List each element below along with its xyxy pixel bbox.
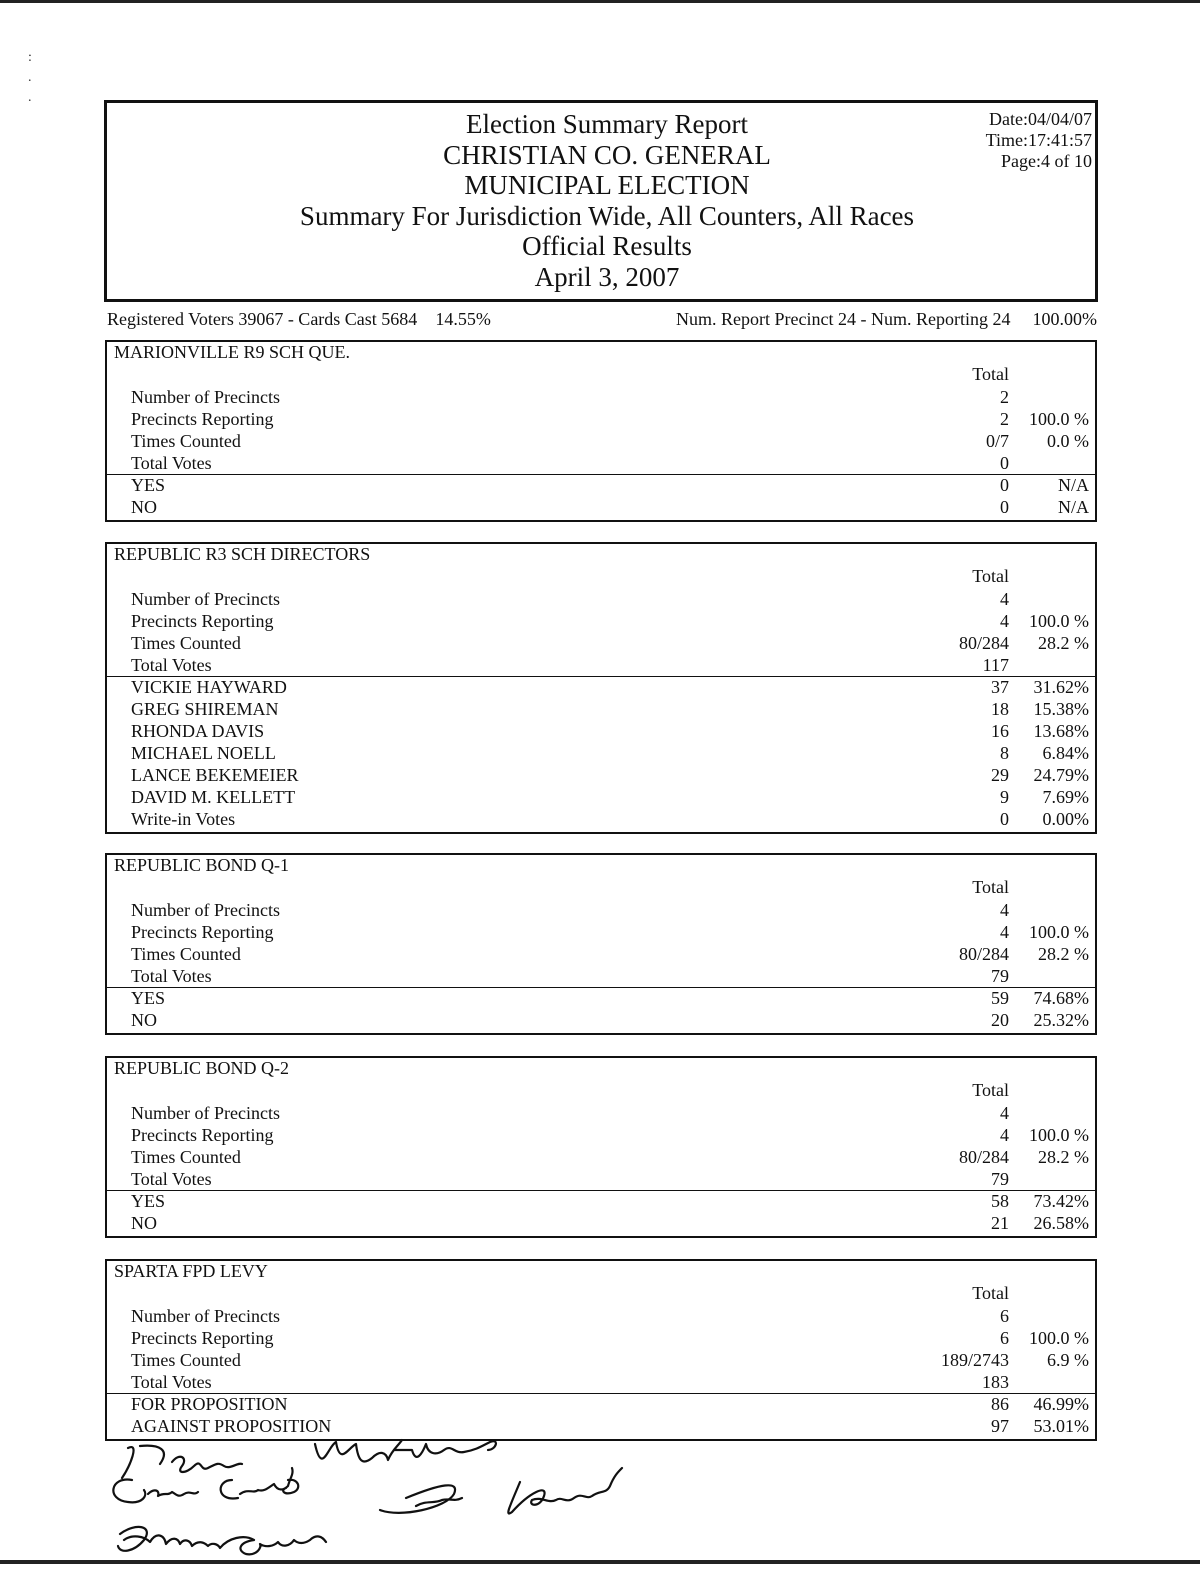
stat-row	[107, 408, 1095, 430]
total-column-header: Total	[972, 1283, 1009, 1303]
row-percent: 0.0 %	[1047, 431, 1089, 451]
row-total: 16	[991, 721, 1009, 741]
race-block	[105, 853, 1097, 1035]
row-total: 0	[1000, 475, 1009, 495]
choice-row	[107, 1190, 1095, 1212]
report-title: Election Summary Report	[466, 109, 748, 139]
row-percent: 15.38%	[1033, 699, 1089, 719]
row-label: DAVID M. KELLETT	[131, 787, 296, 807]
row-percent: 6.9 %	[1047, 1350, 1089, 1370]
row-total: 6	[1000, 1306, 1009, 1326]
stat-row	[107, 1327, 1095, 1349]
stat-row	[107, 1305, 1095, 1327]
row-percent: 28.2 %	[1038, 633, 1089, 653]
stat-row	[107, 943, 1095, 965]
row-label: NO	[131, 497, 157, 517]
row-percent: N/A	[1058, 475, 1089, 495]
row-label: Precincts Reporting	[131, 922, 274, 942]
report-date: Date:04/04/07	[989, 109, 1092, 129]
race-block	[105, 542, 1097, 834]
row-total: 37	[991, 677, 1009, 697]
row-percent: 31.62%	[1033, 677, 1089, 697]
total-column-header: Total	[972, 566, 1009, 586]
report-header	[104, 100, 1098, 302]
turnout-pct: 14.55%	[435, 309, 491, 329]
row-percent: 13.68%	[1033, 721, 1089, 741]
row-total: 0	[1000, 497, 1009, 517]
stat-row	[107, 654, 1095, 676]
choice-row	[107, 474, 1095, 496]
turnout-left	[107, 309, 491, 330]
row-label: RHONDA DAVIS	[131, 721, 265, 741]
turnout-right	[676, 309, 1097, 330]
row-label: Times Counted	[131, 944, 241, 964]
row-percent: N/A	[1058, 497, 1089, 517]
scan-specks: : . .	[28, 50, 32, 105]
row-label: NO	[131, 1010, 157, 1030]
row-label: Number of Precincts	[131, 387, 280, 407]
row-label: Number of Precincts	[131, 1103, 280, 1123]
row-label: FOR PROPOSITION	[131, 1394, 288, 1414]
row-label: Total Votes	[131, 966, 212, 986]
row-percent: 24.79%	[1033, 765, 1089, 785]
race-title: REPUBLIC BOND Q-1	[114, 855, 290, 875]
report-time: Time:17:41:57	[985, 130, 1092, 150]
stat-row	[107, 1371, 1095, 1393]
report-election-date: April 3, 2007	[534, 261, 680, 292]
race-title: MARIONVILLE R9 SCH QUE.	[114, 342, 350, 362]
race-block	[105, 1259, 1097, 1441]
row-total: 59	[991, 988, 1009, 1008]
row-total: 80/284	[958, 1147, 1009, 1167]
row-percent: 100.0 %	[1029, 1328, 1089, 1348]
choice-row	[107, 720, 1095, 742]
choice-row	[107, 1415, 1095, 1437]
precincts-reporting-summary: Num. Report Precinct 24 - Num. Reporting 24	[676, 309, 1011, 329]
row-total: 86	[991, 1394, 1009, 1414]
row-total: 58	[991, 1191, 1009, 1211]
signatures	[100, 1436, 700, 1561]
row-total: 6	[1000, 1328, 1009, 1348]
choice-row	[107, 496, 1095, 518]
row-percent: 25.32%	[1033, 1010, 1089, 1030]
race-block	[105, 1056, 1097, 1238]
race-title: REPUBLIC R3 SCH DIRECTORS	[114, 544, 371, 564]
choice-row	[107, 764, 1095, 786]
row-total: 2	[1000, 387, 1009, 407]
report-meta	[986, 109, 1092, 172]
report-status: Official Results	[522, 231, 692, 261]
stat-row	[107, 1146, 1095, 1168]
row-total: 4	[1000, 1125, 1009, 1145]
row-total: 29	[991, 765, 1009, 785]
stat-row	[107, 610, 1095, 632]
row-total: 9	[1000, 787, 1009, 807]
row-label: Write-in Votes	[131, 809, 236, 829]
row-label: Precincts Reporting	[131, 1125, 274, 1145]
row-label: Times Counted	[131, 1350, 241, 1370]
row-label: YES	[131, 988, 166, 1008]
row-label: Times Counted	[131, 431, 241, 451]
stat-row	[107, 965, 1095, 987]
row-percent: 7.69%	[1042, 787, 1089, 807]
handwritten-signatures	[100, 1436, 700, 1561]
top-edge-rule	[0, 0, 1200, 3]
stat-row	[107, 588, 1095, 610]
row-percent: 53.01%	[1033, 1416, 1089, 1436]
report-scope: Summary For Jurisdiction Wide, All Counters, All Races	[299, 200, 915, 231]
row-label: Precincts Reporting	[131, 611, 274, 631]
turnout-summary	[107, 309, 1097, 333]
race-block	[105, 340, 1097, 522]
row-total: 4	[1000, 900, 1009, 920]
report-county: CHRISTIAN CO. GENERAL	[443, 139, 771, 170]
choice-row	[107, 808, 1095, 830]
row-total: 117	[982, 655, 1009, 675]
race-title: REPUBLIC BOND Q-2	[114, 1058, 290, 1078]
row-total: 4	[1000, 589, 1009, 609]
choice-row	[107, 742, 1095, 764]
row-label: AGAINST PROPOSITION	[131, 1416, 332, 1436]
stat-row	[107, 1124, 1095, 1146]
row-total: 80/284	[958, 944, 1009, 964]
total-column-header: Total	[972, 1080, 1009, 1100]
row-label: Total Votes	[131, 655, 212, 675]
choice-row	[107, 698, 1095, 720]
row-label: Precincts Reporting	[131, 409, 274, 429]
row-percent: 0.00%	[1042, 809, 1089, 829]
total-column-header: Total	[972, 364, 1009, 384]
row-label: GREG SHIREMAN	[131, 699, 279, 719]
row-total: 183	[982, 1372, 1009, 1392]
report-title-block	[107, 109, 1107, 292]
report-election: MUNICIPAL ELECTION	[464, 170, 750, 200]
row-label: LANCE BEKEMEIER	[131, 765, 299, 785]
row-total: 0/7	[985, 431, 1009, 451]
row-percent: 73.42%	[1033, 1191, 1089, 1211]
row-percent: 26.58%	[1033, 1213, 1089, 1233]
row-label: Precincts Reporting	[131, 1328, 274, 1348]
stat-row	[107, 1102, 1095, 1124]
stat-row	[107, 1349, 1095, 1371]
row-percent: 100.0 %	[1029, 922, 1089, 942]
row-total: 79	[991, 1169, 1009, 1189]
stat-row	[107, 430, 1095, 452]
stat-row	[107, 386, 1095, 408]
reporting-pct: 100.00%	[1032, 309, 1097, 329]
stat-row	[107, 452, 1095, 474]
row-label: NO	[131, 1213, 157, 1233]
row-label: Total Votes	[131, 1169, 212, 1189]
row-label: YES	[131, 475, 166, 495]
row-total: 0	[1000, 809, 1009, 829]
row-total: 18	[991, 699, 1009, 719]
bottom-edge-rule	[0, 1560, 1200, 1564]
row-label: YES	[131, 1191, 166, 1211]
row-label: MICHAEL NOELL	[131, 743, 276, 763]
row-total: 189/2743	[940, 1350, 1009, 1370]
choice-row	[107, 1393, 1095, 1415]
row-percent: 100.0 %	[1029, 1125, 1089, 1145]
choice-row	[107, 786, 1095, 808]
row-total: 8	[1000, 743, 1009, 763]
row-total: 97	[991, 1416, 1009, 1436]
stat-row	[107, 899, 1095, 921]
choice-row	[107, 987, 1095, 1009]
voters-cards: Registered Voters 39067 - Cards Cast 5684	[107, 309, 418, 329]
row-total: 79	[991, 966, 1009, 986]
choice-row	[107, 1212, 1095, 1234]
report-page: Page:4 of 10	[1001, 151, 1092, 171]
row-total: 20	[991, 1010, 1009, 1030]
row-label: Total Votes	[131, 453, 212, 473]
race-title: SPARTA FPD LEVY	[114, 1261, 268, 1281]
row-percent: 28.2 %	[1038, 1147, 1089, 1167]
row-label: Number of Precincts	[131, 1306, 280, 1326]
row-total: 4	[1000, 1103, 1009, 1123]
row-label: Total Votes	[131, 1372, 212, 1392]
row-percent: 74.68%	[1033, 988, 1089, 1008]
row-label: Number of Precincts	[131, 900, 280, 920]
stat-row	[107, 921, 1095, 943]
row-percent: 46.99%	[1033, 1394, 1089, 1414]
row-label: VICKIE HAYWARD	[131, 677, 287, 697]
row-total: 4	[1000, 611, 1009, 631]
row-label: Times Counted	[131, 633, 241, 653]
row-label: Times Counted	[131, 1147, 241, 1167]
row-label: Number of Precincts	[131, 589, 280, 609]
choice-row	[107, 1009, 1095, 1031]
row-percent: 28.2 %	[1038, 944, 1089, 964]
row-total: 21	[991, 1213, 1009, 1233]
row-total: 0	[1000, 453, 1009, 473]
stat-row	[107, 1168, 1095, 1190]
row-total: 80/284	[958, 633, 1009, 653]
stat-row	[107, 632, 1095, 654]
row-total: 4	[1000, 922, 1009, 942]
row-total: 2	[1000, 409, 1009, 429]
total-column-header: Total	[972, 877, 1009, 897]
row-percent: 6.84%	[1042, 743, 1089, 763]
choice-row	[107, 676, 1095, 698]
row-percent: 100.0 %	[1029, 611, 1089, 631]
row-percent: 100.0 %	[1029, 409, 1089, 429]
